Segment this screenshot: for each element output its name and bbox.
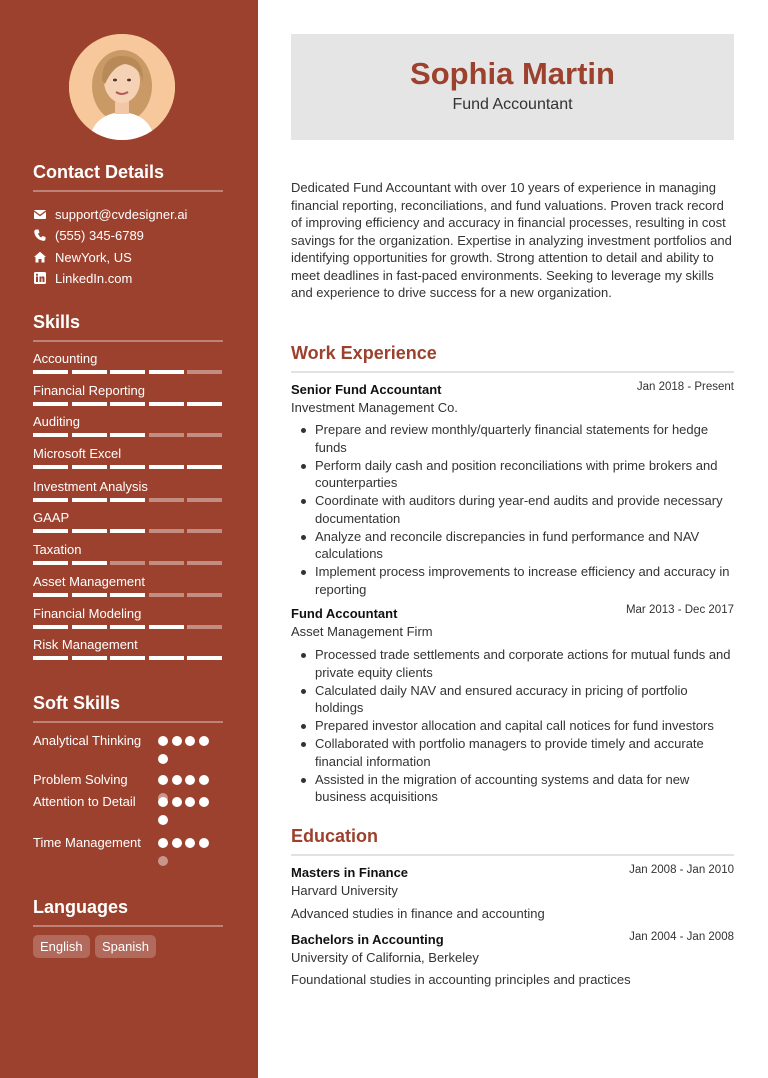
skill-bar-filled bbox=[149, 465, 184, 469]
skill-level-bar bbox=[33, 465, 223, 469]
skill-item bbox=[33, 542, 223, 572]
skill-name: Financial Reporting bbox=[33, 383, 146, 398]
skill-bar-filled bbox=[33, 529, 68, 533]
skill-level-bar bbox=[33, 370, 223, 374]
skill-level-bar bbox=[33, 529, 223, 533]
skill-bar-filled bbox=[110, 402, 145, 406]
skill-name: Taxation bbox=[33, 542, 82, 557]
skill-bar-empty bbox=[187, 625, 222, 629]
skill-bar-empty bbox=[149, 593, 184, 597]
linkedin-icon bbox=[33, 271, 47, 285]
skill-bar-filled bbox=[149, 625, 184, 629]
job-bullet: Prepare and review monthly/quarterly financial statements for hedge funds bbox=[298, 421, 734, 456]
contact-location bbox=[33, 248, 132, 266]
skill-bar-filled bbox=[110, 656, 145, 660]
skill-bar-filled bbox=[33, 465, 68, 469]
skill-bar-filled bbox=[72, 498, 107, 502]
skill-name: GAAP bbox=[33, 510, 70, 525]
job-bullets bbox=[298, 646, 734, 806]
skill-name: Accounting bbox=[33, 351, 98, 366]
work-experience-heading: Work Experience bbox=[291, 343, 734, 373]
job-bullet: Implement process improvements to increase efficiency and accuracy in reporting bbox=[298, 563, 734, 598]
skill-name: Auditing bbox=[33, 414, 80, 429]
person-title: Fund Accountant bbox=[452, 96, 573, 113]
skill-name: Financial Modeling bbox=[33, 606, 142, 621]
contact-email-text: support@cvdesigner.ai bbox=[55, 206, 188, 222]
skill-bar-filled bbox=[72, 625, 107, 629]
skill-item bbox=[33, 351, 223, 381]
contact-phone[interactable] bbox=[33, 226, 144, 244]
job-company: Investment Management Co. bbox=[291, 400, 458, 415]
name-header bbox=[291, 34, 734, 140]
skill-bar-filled bbox=[149, 656, 184, 660]
soft-skill-name: Analytical Thinking bbox=[33, 733, 142, 748]
skill-bar-filled bbox=[72, 593, 107, 597]
job-bullet: Perform daily cash and position reconciliations with prime brokers and counterparties bbox=[298, 457, 734, 492]
skill-name: Investment Analysis bbox=[33, 479, 148, 494]
skill-bar-filled bbox=[33, 656, 68, 660]
contact-phone-text: (555) 345-6789 bbox=[55, 227, 144, 243]
skill-bar-filled bbox=[149, 402, 184, 406]
rating-dot-filled bbox=[199, 775, 209, 785]
skills-heading: Skills bbox=[33, 312, 223, 342]
skill-name: Asset Management bbox=[33, 574, 146, 589]
skill-item bbox=[33, 446, 223, 476]
skill-bar-filled bbox=[72, 656, 107, 660]
school-name: University of California, Berkeley bbox=[291, 950, 479, 965]
job-bullet: Coordinate with auditors during year-end audits and provide necessary documentation bbox=[298, 492, 734, 527]
rating-dot-filled bbox=[158, 815, 168, 825]
rating-dot-filled bbox=[199, 838, 209, 848]
rating-dot-filled bbox=[185, 838, 195, 848]
rating-dot-filled bbox=[185, 775, 195, 785]
rating-dot-filled bbox=[172, 736, 182, 746]
school-name: Harvard University bbox=[291, 883, 398, 898]
rating-dot-filled bbox=[172, 797, 182, 807]
skill-bar-filled bbox=[33, 433, 68, 437]
job-title: Fund Accountant bbox=[291, 606, 398, 621]
degree-description: Foundational studies in accounting principles and practices bbox=[291, 972, 631, 987]
skill-bar-empty bbox=[187, 529, 222, 533]
skill-item bbox=[33, 510, 223, 540]
contact-location-text: NewYork, US bbox=[55, 249, 132, 265]
job-bullet: Processed trade settlements and corporate actions for mutual funds and private equity clients bbox=[298, 646, 734, 681]
skill-bar-empty bbox=[149, 561, 184, 565]
skill-item bbox=[33, 637, 223, 667]
soft-skill-name: Problem Solving bbox=[33, 772, 128, 787]
skill-bar-filled bbox=[33, 561, 68, 565]
language-badge: Spanish bbox=[95, 935, 156, 958]
skill-bar-empty bbox=[187, 370, 222, 374]
languages-heading: Languages bbox=[33, 897, 223, 927]
contact-heading: Contact Details bbox=[33, 162, 223, 192]
contact-linkedin[interactable] bbox=[33, 269, 132, 287]
degree-description: Advanced studies in finance and accounting bbox=[291, 906, 545, 921]
education-heading: Education bbox=[291, 826, 734, 856]
soft-skill-item bbox=[33, 732, 223, 768]
home-icon bbox=[33, 250, 47, 264]
rating-dot-filled bbox=[199, 736, 209, 746]
soft-skill-rating bbox=[158, 736, 218, 768]
rating-dot-filled bbox=[172, 838, 182, 848]
skill-bar-empty bbox=[187, 498, 222, 502]
soft-skills-heading: Soft Skills bbox=[33, 693, 223, 723]
rating-dot-filled bbox=[199, 797, 209, 807]
skill-level-bar bbox=[33, 593, 223, 597]
envelope-icon bbox=[33, 207, 47, 221]
skill-bar-filled bbox=[72, 561, 107, 565]
skill-bar-empty bbox=[187, 433, 222, 437]
rating-dot-filled bbox=[185, 797, 195, 807]
job-bullet: Prepared investor allocation and capital call notices for fund investors bbox=[298, 717, 734, 735]
profile-photo bbox=[69, 34, 175, 140]
skill-item bbox=[33, 574, 223, 604]
skill-bar-filled bbox=[72, 433, 107, 437]
skill-bar-filled bbox=[33, 370, 68, 374]
rating-dot-filled bbox=[158, 775, 168, 785]
skill-bar-filled bbox=[149, 370, 184, 374]
skill-name: Microsoft Excel bbox=[33, 446, 122, 461]
job-bullet: Analyze and reconcile discrepancies in fund performance and NAV calculations bbox=[298, 528, 734, 563]
contact-email[interactable] bbox=[33, 205, 187, 223]
skill-bar-filled bbox=[72, 529, 107, 533]
soft-skill-name: Attention to Detail bbox=[33, 794, 136, 809]
profile-summary: Dedicated Fund Accountant with over 10 years of experience in managing financial reporting, reconciliations, and fund valuations. Proven track record of improving efficiency and accuracy in financial processes, resulting in cost savings for the organization. Expertise in analyzing investment portfolios and identifying opportunities for growth. Strong attention to detail and ability to meet deadlines in fast-paced environments. Seeking to leverage my skills and experience to drive success for a new organization. bbox=[291, 180, 732, 300]
skill-level-bar bbox=[33, 402, 223, 406]
job-bullets bbox=[298, 421, 734, 599]
skill-item bbox=[33, 383, 223, 413]
skill-bar-empty bbox=[110, 561, 145, 565]
soft-skill-item bbox=[33, 793, 223, 829]
job-company: Asset Management Firm bbox=[291, 624, 433, 639]
skill-bar-filled bbox=[110, 370, 145, 374]
degree-dates: Jan 2008 - Jan 2010 bbox=[629, 864, 734, 876]
skill-bar-filled bbox=[110, 625, 145, 629]
skill-name: Risk Management bbox=[33, 637, 138, 652]
skill-level-bar bbox=[33, 561, 223, 565]
rating-dot-empty bbox=[158, 856, 168, 866]
skill-item bbox=[33, 414, 223, 444]
rating-dot-filled bbox=[158, 797, 168, 807]
degree-title: Masters in Finance bbox=[291, 865, 409, 880]
rating-dot-filled bbox=[158, 838, 168, 848]
soft-skill-rating bbox=[158, 797, 218, 829]
skill-bar-filled bbox=[110, 498, 145, 502]
skill-bar-filled bbox=[110, 433, 145, 437]
skill-bar-filled bbox=[33, 625, 68, 629]
skill-bar-filled bbox=[110, 529, 145, 533]
skill-bar-empty bbox=[149, 529, 184, 533]
skill-bar-filled bbox=[33, 498, 68, 502]
skill-item bbox=[33, 479, 223, 509]
degree-title: Bachelors in Accounting bbox=[291, 932, 444, 947]
skill-bar-filled bbox=[72, 465, 107, 469]
skill-item bbox=[33, 606, 223, 636]
job-title: Senior Fund Accountant bbox=[291, 382, 442, 397]
skill-level-bar bbox=[33, 433, 223, 437]
skill-level-bar bbox=[33, 656, 223, 660]
degree-dates: Jan 2004 - Jan 2008 bbox=[629, 931, 734, 943]
skill-bar-filled bbox=[33, 402, 68, 406]
skill-bar-empty bbox=[187, 561, 222, 565]
rating-dot-filled bbox=[158, 736, 168, 746]
rating-dot-filled bbox=[185, 736, 195, 746]
job-bullet: Calculated daily NAV and ensured accuracy in pricing of portfolio holdings bbox=[298, 682, 734, 717]
skill-bar-filled bbox=[110, 465, 145, 469]
contact-linkedin-text: LinkedIn.com bbox=[55, 270, 133, 286]
skill-bar-filled bbox=[187, 656, 222, 660]
skill-bar-filled bbox=[72, 370, 107, 374]
job-bullet: Collaborated with portfolio managers to provide timely and accurate financial information bbox=[298, 735, 734, 770]
rating-dot-filled bbox=[158, 754, 168, 764]
skill-bar-filled bbox=[72, 402, 107, 406]
job-dates: Jan 2018 - Present bbox=[636, 381, 734, 393]
phone-icon bbox=[33, 228, 47, 242]
skill-level-bar bbox=[33, 625, 223, 629]
skill-bar-empty bbox=[149, 498, 184, 502]
skill-bar-filled bbox=[187, 465, 222, 469]
skill-bar-empty bbox=[187, 593, 222, 597]
job-dates: Mar 2013 - Dec 2017 bbox=[625, 604, 734, 616]
job-bullet: Assisted in the migration of accounting systems and data for new business acquisitions bbox=[298, 771, 734, 806]
skill-bar-filled bbox=[110, 593, 145, 597]
rating-dot-filled bbox=[172, 775, 182, 785]
skill-bar-filled bbox=[33, 593, 68, 597]
skill-bar-empty bbox=[149, 433, 184, 437]
soft-skill-item bbox=[33, 834, 223, 870]
person-name: Sophia Martin bbox=[410, 56, 615, 91]
sidebar bbox=[0, 0, 258, 1078]
skill-bar-filled bbox=[187, 402, 222, 406]
skill-level-bar bbox=[33, 498, 223, 502]
language-badge: English bbox=[33, 935, 90, 958]
soft-skill-name: Time Management bbox=[33, 835, 141, 850]
soft-skill-rating bbox=[158, 838, 218, 870]
